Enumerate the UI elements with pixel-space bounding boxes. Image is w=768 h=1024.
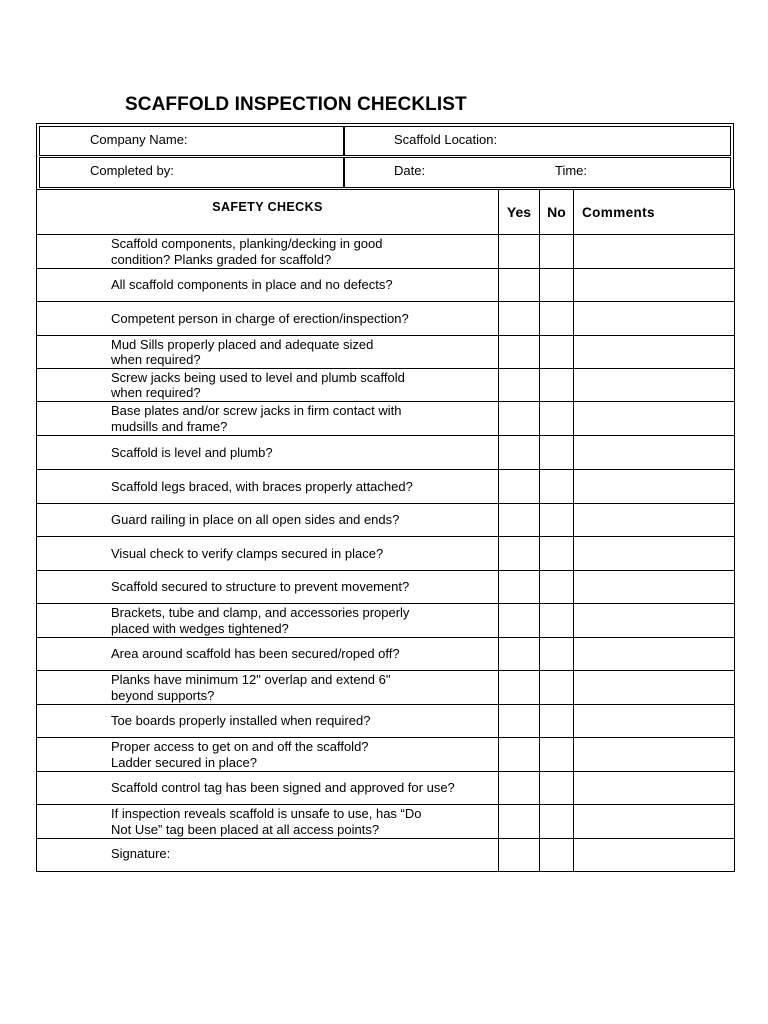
company-name-field[interactable] xyxy=(39,126,344,156)
check-question-text: Mud Sills properly placed and adequate sized when required? xyxy=(111,336,374,367)
check-question-text: Scaffold components, planking/decking in good condition? Planks graded for scaffold? xyxy=(111,236,383,267)
yes-cell[interactable] xyxy=(499,805,540,839)
signature-label: Signature: xyxy=(111,846,171,861)
company-name-label: Company Name: xyxy=(90,132,188,147)
no-cell[interactable] xyxy=(540,470,574,504)
comments-cell[interactable] xyxy=(574,571,735,604)
yes-cell[interactable] xyxy=(499,671,540,705)
scaffold-location-field[interactable] xyxy=(344,126,731,156)
check-question-text: Screw jacks being used to level and plumb scaffold when required? xyxy=(111,369,405,400)
no-cell[interactable] xyxy=(540,302,574,336)
completed-by-field[interactable] xyxy=(39,157,344,188)
yes-cell[interactable] xyxy=(499,537,540,571)
table-row xyxy=(37,638,735,671)
page-title: SCAFFOLD INSPECTION CHECKLIST xyxy=(125,94,467,115)
no-cell[interactable] xyxy=(540,571,574,604)
check-question-text: Scaffold control tag has been signed and approved for use? xyxy=(111,780,455,796)
yes-cell[interactable] xyxy=(499,705,540,738)
check-question xyxy=(37,772,499,805)
table-row xyxy=(37,269,735,302)
check-question xyxy=(37,537,499,571)
comments-cell[interactable] xyxy=(574,302,735,336)
check-question-text: Base plates and/or screw jacks in firm contact with mudsills and frame? xyxy=(111,403,402,434)
table-row xyxy=(37,302,735,336)
table-row xyxy=(37,772,735,805)
signature-row xyxy=(37,839,735,872)
comments-cell[interactable] xyxy=(574,470,735,504)
comments-cell[interactable] xyxy=(574,235,735,269)
check-question xyxy=(37,738,499,772)
check-question-text: Scaffold is level and plumb? xyxy=(111,444,273,460)
comments-cell[interactable] xyxy=(574,269,735,302)
yes-cell[interactable] xyxy=(499,638,540,671)
table-row xyxy=(37,402,735,436)
check-question-text: All scaffold components in place and no defects? xyxy=(111,277,393,293)
inspection-info-box xyxy=(36,123,734,190)
safety-checks-header: SAFETY CHECKS xyxy=(37,190,499,235)
table-row xyxy=(37,235,735,269)
yes-cell[interactable] xyxy=(499,738,540,772)
table-row xyxy=(37,604,735,638)
table-row xyxy=(37,369,735,402)
yes-cell[interactable] xyxy=(499,604,540,638)
date-label: Date: xyxy=(394,163,426,178)
yes-cell[interactable] xyxy=(499,772,540,805)
no-cell[interactable] xyxy=(540,671,574,705)
check-question xyxy=(37,402,499,436)
check-question-text: Area around scaffold has been secured/roped off? xyxy=(111,646,400,662)
no-cell[interactable] xyxy=(540,839,574,872)
comments-cell[interactable] xyxy=(574,772,735,805)
comments-cell[interactable] xyxy=(574,671,735,705)
no-cell[interactable] xyxy=(540,336,574,369)
time-label: Time: xyxy=(555,163,588,178)
comments-cell[interactable] xyxy=(574,705,735,738)
no-cell[interactable] xyxy=(540,537,574,571)
no-header: No xyxy=(540,190,574,235)
comments-cell[interactable] xyxy=(574,504,735,537)
no-cell[interactable] xyxy=(540,269,574,302)
no-cell[interactable] xyxy=(540,772,574,805)
check-question-text: Planks have minimum 12" overlap and extend 6" beyond supports? xyxy=(111,672,391,703)
yes-cell[interactable] xyxy=(499,302,540,336)
check-question-text: Visual check to verify clamps secured in place? xyxy=(111,545,384,561)
check-question-text: Scaffold legs braced, with braces properly attached? xyxy=(111,478,413,494)
no-cell[interactable] xyxy=(540,738,574,772)
check-question xyxy=(37,571,499,604)
yes-cell[interactable] xyxy=(499,269,540,302)
yes-cell[interactable] xyxy=(499,336,540,369)
no-cell[interactable] xyxy=(540,402,574,436)
check-question-text: Brackets, tube and clamp, and accessories properly placed with wedges tightened? xyxy=(111,605,410,636)
signature-label-cell xyxy=(37,839,499,872)
check-question-text: Toe boards properly installed when required? xyxy=(111,713,371,729)
table-row xyxy=(37,705,735,738)
table-row xyxy=(37,470,735,504)
no-cell[interactable] xyxy=(540,235,574,269)
comments-cell[interactable] xyxy=(574,537,735,571)
check-question xyxy=(37,671,499,705)
comments-cell[interactable] xyxy=(574,369,735,402)
yes-cell[interactable] xyxy=(499,504,540,537)
yes-cell[interactable] xyxy=(499,571,540,604)
check-question xyxy=(37,369,499,402)
no-cell[interactable] xyxy=(540,705,574,738)
check-question xyxy=(37,336,499,369)
table-row xyxy=(37,805,735,839)
comments-cell[interactable] xyxy=(574,402,735,436)
completed-by-label: Completed by: xyxy=(90,163,174,178)
check-question-text: Competent person in charge of erection/inspection? xyxy=(111,310,409,326)
comments-cell[interactable] xyxy=(574,638,735,671)
check-question-text: If inspection reveals scaffold is unsafe to use, has “Do Not Use” tag been placed at all access points? xyxy=(111,806,422,837)
safety-checklist-table xyxy=(36,189,735,872)
no-cell[interactable] xyxy=(540,805,574,839)
comments-header: Comments xyxy=(574,190,735,235)
check-question xyxy=(37,604,499,638)
no-cell[interactable] xyxy=(540,436,574,470)
table-row xyxy=(37,537,735,571)
date-time-field[interactable] xyxy=(344,157,731,188)
check-question xyxy=(37,504,499,537)
no-cell[interactable] xyxy=(540,504,574,537)
table-header-row xyxy=(37,190,735,235)
no-cell[interactable] xyxy=(540,638,574,671)
check-question xyxy=(37,235,499,269)
yes-cell[interactable] xyxy=(499,839,540,872)
check-question xyxy=(37,638,499,671)
check-question-text: Guard railing in place on all open sides and ends? xyxy=(111,512,400,528)
no-cell[interactable] xyxy=(540,604,574,638)
check-question xyxy=(37,436,499,470)
check-question xyxy=(37,470,499,504)
table-row xyxy=(37,738,735,772)
check-question xyxy=(37,705,499,738)
yes-cell[interactable] xyxy=(499,470,540,504)
check-question-text: Scaffold secured to structure to prevent movement? xyxy=(111,579,410,595)
table-row xyxy=(37,671,735,705)
yes-cell[interactable] xyxy=(499,235,540,269)
yes-cell[interactable] xyxy=(499,402,540,436)
comments-cell[interactable] xyxy=(574,336,735,369)
no-cell[interactable] xyxy=(540,369,574,402)
table-row xyxy=(37,436,735,470)
check-question-text: Proper access to get on and off the scaffold? Ladder secured in place? xyxy=(111,739,369,770)
yes-header: Yes xyxy=(499,190,540,235)
check-question xyxy=(37,302,499,336)
comments-cell[interactable] xyxy=(574,604,735,638)
table-row xyxy=(37,504,735,537)
comments-cell[interactable] xyxy=(574,436,735,470)
table-row xyxy=(37,571,735,604)
comments-cell[interactable] xyxy=(574,805,735,839)
check-question xyxy=(37,269,499,302)
yes-cell[interactable] xyxy=(499,436,540,470)
table-row xyxy=(37,336,735,369)
check-question xyxy=(37,805,499,839)
comments-cell[interactable] xyxy=(574,738,735,772)
scaffold-location-label: Scaffold Location: xyxy=(394,132,498,147)
yes-cell[interactable] xyxy=(499,369,540,402)
comments-cell[interactable] xyxy=(574,839,735,872)
